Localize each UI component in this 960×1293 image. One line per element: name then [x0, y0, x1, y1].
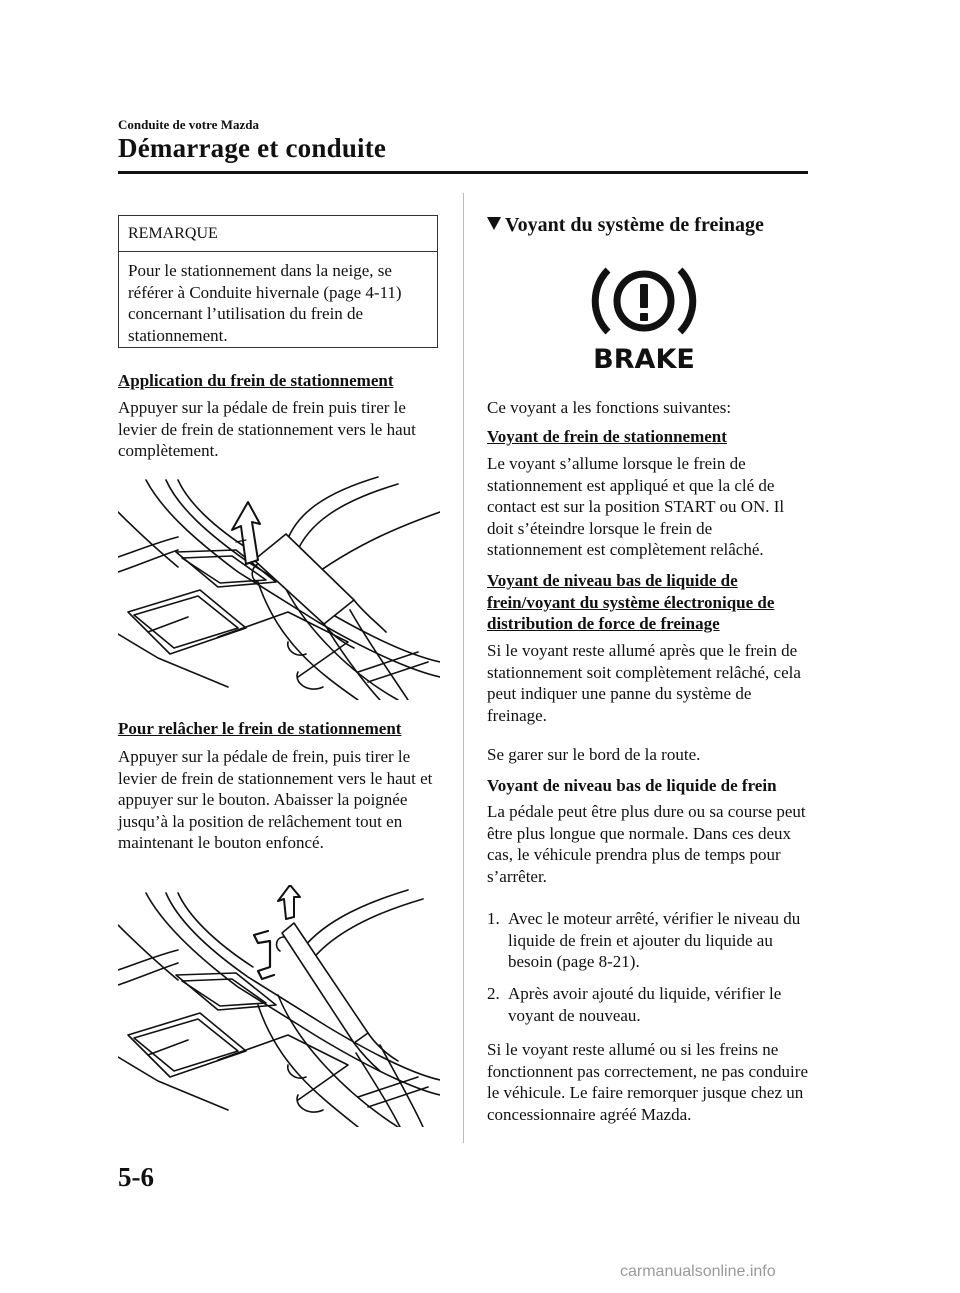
parking-brake-apply-illustration — [118, 472, 440, 700]
brake-warning-icon — [588, 262, 700, 372]
release-heading: Pour relâcher le frein de stationnement — [118, 719, 402, 738]
park-text: Le voyant s’allume lorsque le frein de stationnement est appliqué et que la clé de contact est sur la position START ou ON. Il doit s’éteindre lorsque le frein de stationnement est complètement relâché. — [487, 454, 785, 559]
final-text: Si le voyant reste allumé ou si les freins ne fonctionnent pas correctement, ne pas conduire le véhicule. Le faire remorquer jusque chez un concessionnaire agréé Mazda. — [487, 1040, 808, 1124]
ebd-text: Si le voyant reste allumé après que le frein de stationnement soit complètement relâché, cela peut indiquer une panne du système de freinage. — [487, 641, 801, 725]
note-heading: REMARQUE — [119, 216, 437, 252]
note-text: Pour le stationnement dans la neige, se référer à Conduite hivernale (page 4-11) concernant l’utilisation du frein de stationnement. — [128, 261, 402, 345]
watermark: carmanualsonline.info — [620, 1263, 776, 1280]
brake-system-heading: Voyant du système de freinage — [487, 214, 764, 237]
parking-brake-release-illustration — [118, 885, 440, 1127]
step-number: 2. — [487, 984, 500, 1003]
low-fluid-heading: Voyant de niveau bas de liquide de frein — [487, 776, 777, 795]
title-rule — [118, 171, 808, 174]
note-box — [118, 215, 438, 348]
page-number: 5-6 — [118, 1162, 154, 1192]
column-divider — [463, 193, 464, 1143]
apply-text: Appuyer sur la pédale de frein puis tirer le levier de frein de stationnement vers le haut complètement. — [118, 398, 416, 460]
brake-intro: Ce voyant a les fonctions suivantes: — [487, 398, 732, 417]
step-1 — [487, 908, 809, 974]
step-number: 1. — [487, 909, 500, 928]
step-text: Avec le moteur arrêté, vérifier le niveau du liquide de frein et ajouter du liquide au besoin (page 8-21). — [508, 909, 801, 971]
page-title: Démarrage et conduite — [118, 133, 387, 163]
triangle-bullet-icon — [487, 217, 501, 230]
low-fluid-text: La pédale peut être plus dure ou sa course peut être plus longue que normale. Dans ces deux cas, le véhicule prendra plus de temps pour s’arrêter. — [487, 802, 806, 886]
apply-heading: Application du frein de stationnement — [118, 371, 394, 390]
park-heading: Voyant de frein de stationnement — [487, 427, 727, 446]
section-label: Conduite de votre Mazda — [118, 117, 259, 132]
ebd-heading: Voyant de niveau bas de liquide de frein/voyant du système électronique de distribution de force de freinage — [487, 571, 775, 633]
step-text: Après avoir ajouté du liquide, vérifier le voyant de nouveau. — [508, 984, 782, 1025]
brake-label: BRAKE — [593, 344, 695, 372]
release-text: Appuyer sur la pédale de frein, puis tirer le levier de frein de stationnement vers le haut et appuyer sur le bouton. Abaisser la poignée jusqu’à la position de relâchement tout en maintenant le bouton enfoncé. — [118, 747, 433, 852]
step-2 — [487, 983, 809, 1027]
pull-over-text: Se garer sur le bord de la route. — [487, 745, 701, 764]
